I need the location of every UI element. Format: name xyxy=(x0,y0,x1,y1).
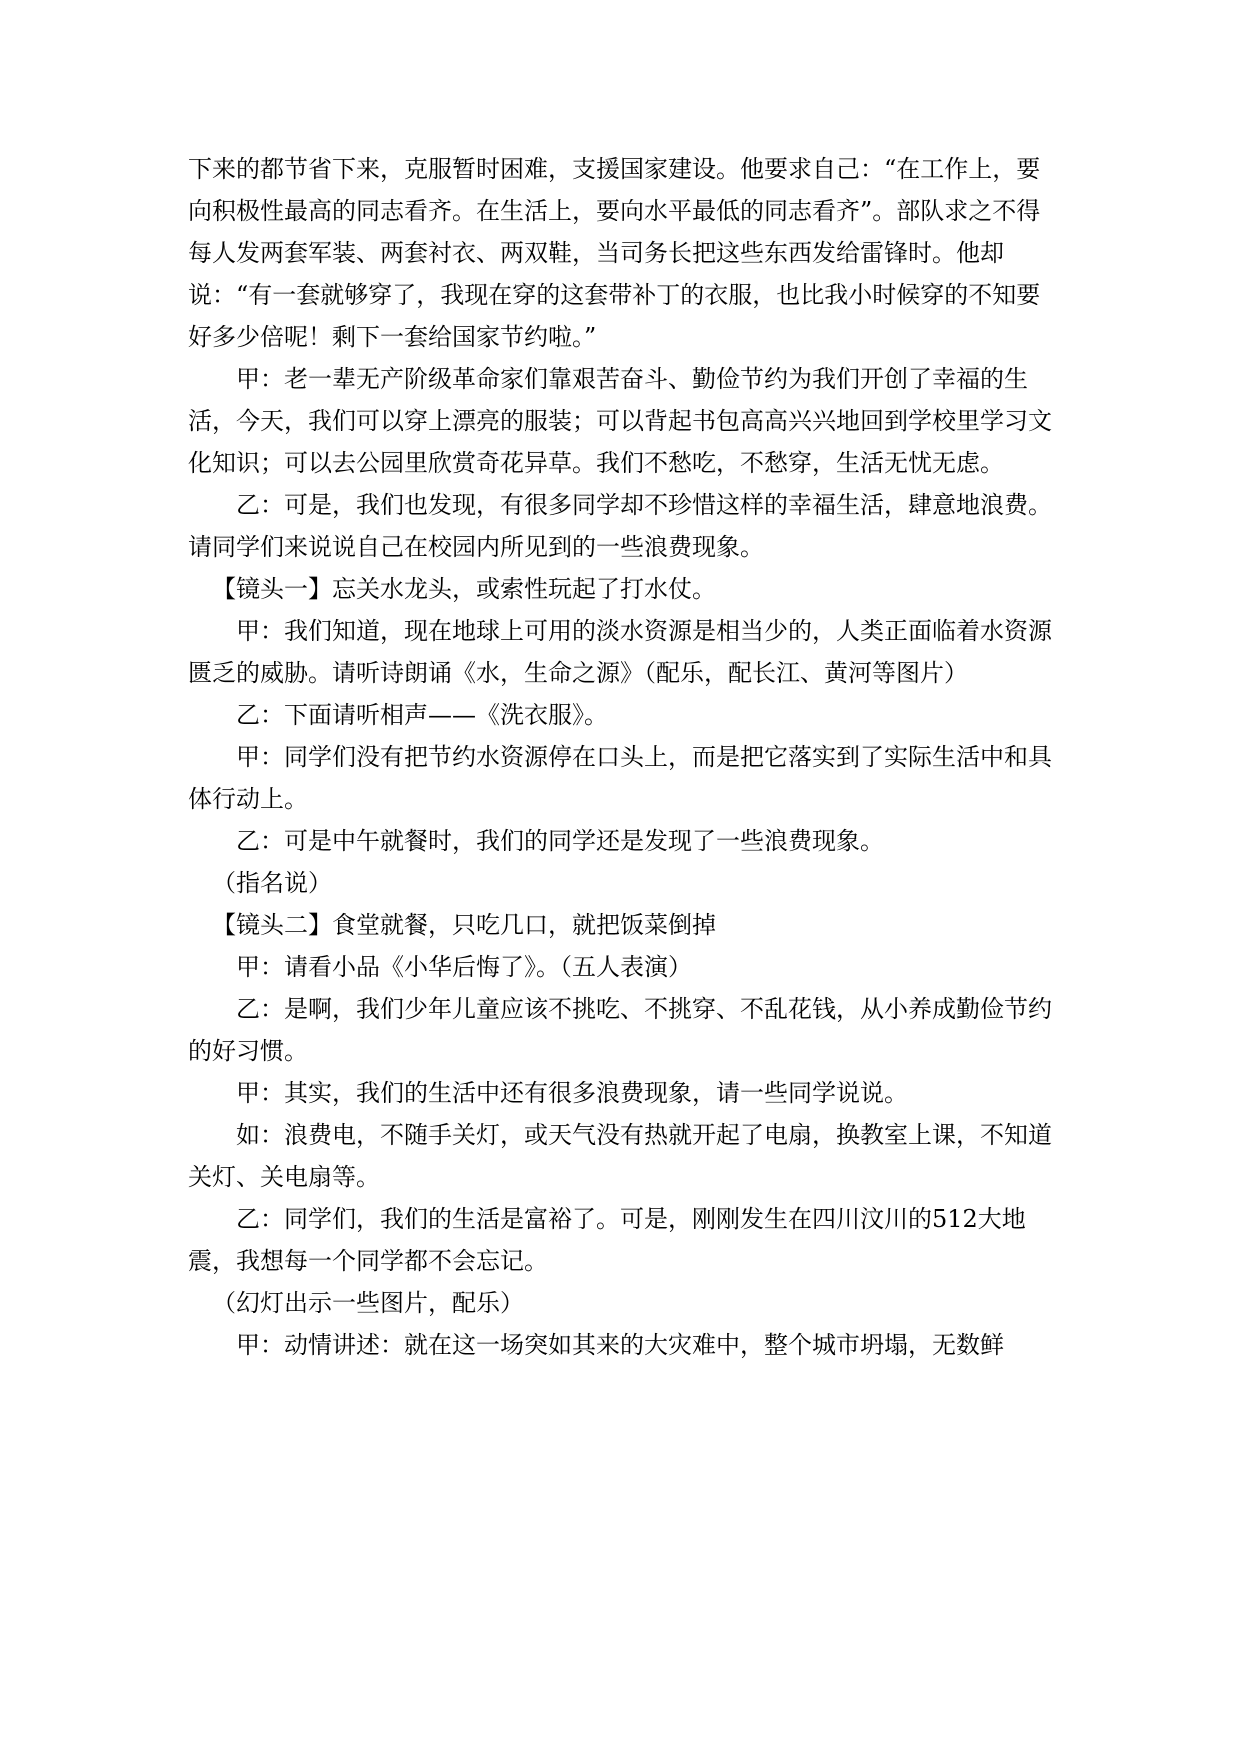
paragraph-example-electricity: 如：浪费电，不随手关灯，或天气没有热就开起了电扇，换教室上课，不知道关灯、关电扇等。 xyxy=(188,1121,1052,1191)
paragraph-named-speaker: （指名说） xyxy=(212,869,332,897)
paragraph-jia-water: 甲：我们知道，现在地球上可用的淡水资源是相当少的，人类正面临着水资源匮乏的威胁。请听诗朗诵《水，生命之源》（配乐，配长江、黄河等图片） xyxy=(188,617,1052,687)
document-body xyxy=(188,148,1052,1366)
paragraph-jia-skit: 甲：请看小品《小华后悔了》。（五人表演） xyxy=(236,953,692,981)
paragraph-yi-earthquake: 乙：同学们，我们的生活是富裕了。可是，刚刚发生在四川汶川的512大地震，我想每一个同学都不会忘记。 xyxy=(188,1205,1026,1275)
paragraph-lei-feng-story: 下来的都节省下来，克服暂时困难，支援国家建设。他要求自己：“在工作上，要向积极性最高的同志看齐。在生活上，要向水平最低的同志看齐”。部队求之不得每人发两套军装、两套衬衣、两双鞋，当司务长把这些东西发给雷锋时。他却说：“有一套就够穿了，我现在穿的这套带补丁的衣服，也比我小时候穿的不知要好多少倍呢！剩下一套给国家节约啦。” xyxy=(188,155,1041,351)
paragraph-scene-two: 【镜头二】食堂就餐，只吃几口，就把饭菜倒掉 xyxy=(212,911,716,939)
paragraph-scene-one: 【镜头一】忘关水龙头，或索性玩起了打水仗。 xyxy=(212,575,716,603)
paragraph-jia-more-waste: 甲：其实，我们的生活中还有很多浪费现象，请一些同学说说。 xyxy=(236,1079,908,1107)
paragraph-yi-lunch: 乙：可是中午就餐时，我们的同学还是发现了一些浪费现象。 xyxy=(236,827,884,855)
paragraph-yi-waste-intro: 乙：可是，我们也发现，有很多同学却不珍惜这样的幸福生活，肆意地浪费。请同学们来说说自己在校园内所见到的一些浪费现象。 xyxy=(188,491,1052,561)
paragraph-yi-habits: 乙：是啊，我们少年儿童应该不挑吃、不挑穿、不乱花钱，从小养成勤俭节约的好习惯。 xyxy=(188,995,1052,1065)
paragraph-jia-narration: 甲：动情讲述：就在这一场突如其来的大灾难中，整个城市坍塌，无数鲜 xyxy=(236,1331,1004,1359)
paragraph-jia-revolutionaries: 甲：老一辈无产阶级革命家们靠艰苦奋斗、勤俭节约为我们开创了幸福的生活，今天，我们可以穿上漂亮的服装；可以背起书包高高兴兴地回到学校里学习文化知识；可以去公园里欣赏奇花异草。我们不愁吃，不愁穿，生活无忧无虑。 xyxy=(188,365,1052,477)
paragraph-slideshow: （幻灯出示一些图片，配乐） xyxy=(212,1289,524,1317)
paragraph-yi-crosstalk: 乙：下面请听相声——《洗衣服》。 xyxy=(236,701,608,729)
paragraph-jia-action: 甲：同学们没有把节约水资源停在口头上，而是把它落实到了实际生活中和具体行动上。 xyxy=(188,743,1052,813)
